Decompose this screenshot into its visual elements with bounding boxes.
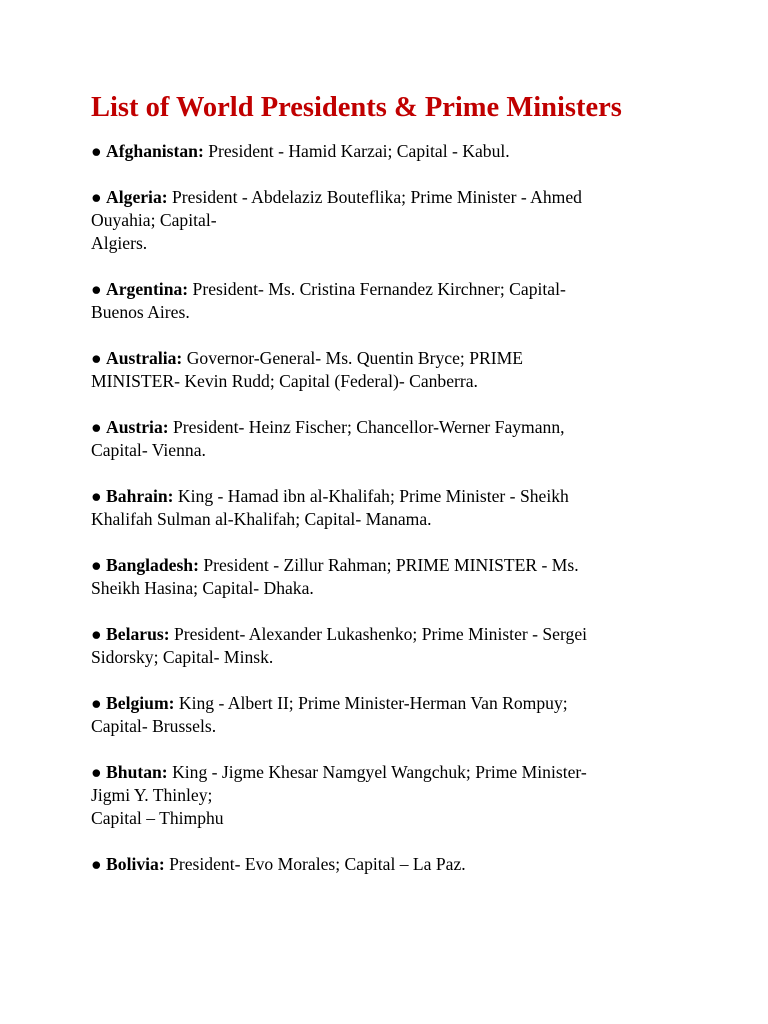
entry-text: Sheikh Hasina; Capital- Dhaka. bbox=[91, 578, 314, 598]
entry-text: Sidorsky; Capital- Minsk. bbox=[91, 647, 274, 667]
entry-line bbox=[91, 577, 708, 600]
entry-line bbox=[91, 554, 708, 577]
country-entry bbox=[91, 278, 708, 324]
entry-text: President- Evo Morales; Capital – La Paz. bbox=[169, 854, 466, 874]
entry-line bbox=[91, 692, 708, 715]
entry-text: MINISTER- Kevin Rudd; Capital (Federal)- Canberra. bbox=[91, 371, 478, 391]
bullet-icon: ● bbox=[91, 693, 102, 713]
country-name: Austria: bbox=[106, 417, 169, 437]
entry-line bbox=[91, 186, 708, 209]
bullet-icon: ● bbox=[91, 187, 102, 207]
entry-text: Algiers. bbox=[91, 233, 148, 253]
entry-line bbox=[91, 761, 708, 784]
entry-text: Buenos Aires. bbox=[91, 302, 190, 322]
entry-line bbox=[91, 278, 708, 301]
country-entry bbox=[91, 140, 708, 163]
entry-text: Capital- Vienna. bbox=[91, 440, 206, 460]
entry-line bbox=[91, 370, 708, 393]
entry-text: President - Hamid Karzai; Capital - Kabul. bbox=[208, 141, 510, 161]
entry-line bbox=[91, 508, 708, 531]
country-name: Bolivia: bbox=[106, 854, 165, 874]
country-name: Bangladesh: bbox=[106, 555, 199, 575]
bullet-icon: ● bbox=[91, 486, 102, 506]
entry-line bbox=[91, 853, 708, 876]
entry-text: King - Hamad ibn al-Khalifah; Prime Minister - Sheikh bbox=[177, 486, 569, 506]
country-entry bbox=[91, 692, 708, 738]
entry-text: Capital- Brussels. bbox=[91, 716, 217, 736]
bullet-icon: ● bbox=[91, 624, 102, 644]
entry-line bbox=[91, 646, 708, 669]
entry-line bbox=[91, 209, 708, 232]
country-name: Argentina: bbox=[106, 279, 189, 299]
country-name: Afghanistan: bbox=[106, 141, 204, 161]
entry-text: President - Abdelaziz Bouteflika; Prime Minister - Ahmed bbox=[172, 187, 582, 207]
country-entry bbox=[91, 416, 708, 462]
bullet-icon: ● bbox=[91, 141, 102, 161]
bullet-icon: ● bbox=[91, 762, 102, 782]
entry-line bbox=[91, 623, 708, 646]
country-entry bbox=[91, 853, 708, 876]
bullet-icon: ● bbox=[91, 555, 102, 575]
entry-text: Capital – Thimphu bbox=[91, 808, 224, 828]
country-entry bbox=[91, 761, 708, 830]
entry-line bbox=[91, 439, 708, 462]
entry-text: King - Jigme Khesar Namgyel Wangchuk; Prime Minister- bbox=[172, 762, 587, 782]
country-entry bbox=[91, 186, 708, 255]
entry-text: Khalifah Sulman al-Khalifah; Capital- Manama. bbox=[91, 509, 432, 529]
entry-text: Governor-General- Ms. Quentin Bryce; PRIME bbox=[186, 348, 523, 368]
entry-line bbox=[91, 807, 708, 830]
entry-line bbox=[91, 301, 708, 324]
entry-text: President - Zillur Rahman; PRIME MINISTER - Ms. bbox=[203, 555, 579, 575]
bullet-icon: ● bbox=[91, 279, 102, 299]
country-name: Australia: bbox=[106, 348, 183, 368]
country-name: Belarus: bbox=[106, 624, 170, 644]
entry-text: President- Heinz Fischer; Chancellor-Werner Faymann, bbox=[173, 417, 565, 437]
bullet-icon: ● bbox=[91, 854, 102, 874]
country-name: Algeria: bbox=[106, 187, 168, 207]
entry-line bbox=[91, 485, 708, 508]
country-name: Bhutan: bbox=[106, 762, 168, 782]
entry-line bbox=[91, 715, 708, 738]
entry-text: King - Albert II; Prime Minister-Herman Van Rompuy; bbox=[178, 693, 568, 713]
country-name: Belgium: bbox=[106, 693, 175, 713]
entry-line bbox=[91, 416, 708, 439]
entry-text: Ouyahia; Capital- bbox=[91, 210, 217, 230]
country-name: Bahrain: bbox=[106, 486, 174, 506]
entry-line bbox=[91, 784, 708, 807]
country-list bbox=[91, 140, 708, 876]
country-entry bbox=[91, 347, 708, 393]
entry-line bbox=[91, 140, 708, 163]
country-entry bbox=[91, 623, 708, 669]
entry-line bbox=[91, 347, 708, 370]
entry-text: President- Ms. Cristina Fernandez Kirchner; Capital- bbox=[192, 279, 566, 299]
document-title: List of World Presidents & Prime Ministers bbox=[91, 92, 622, 123]
entry-text: President- Alexander Lukashenko; Prime Minister - Sergei bbox=[173, 624, 588, 644]
entry-line bbox=[91, 232, 708, 255]
bullet-icon: ● bbox=[91, 417, 102, 437]
country-entry bbox=[91, 554, 708, 600]
country-entry bbox=[91, 485, 708, 531]
bullet-icon: ● bbox=[91, 348, 102, 368]
entry-text: Jigmi Y. Thinley; bbox=[91, 785, 213, 805]
